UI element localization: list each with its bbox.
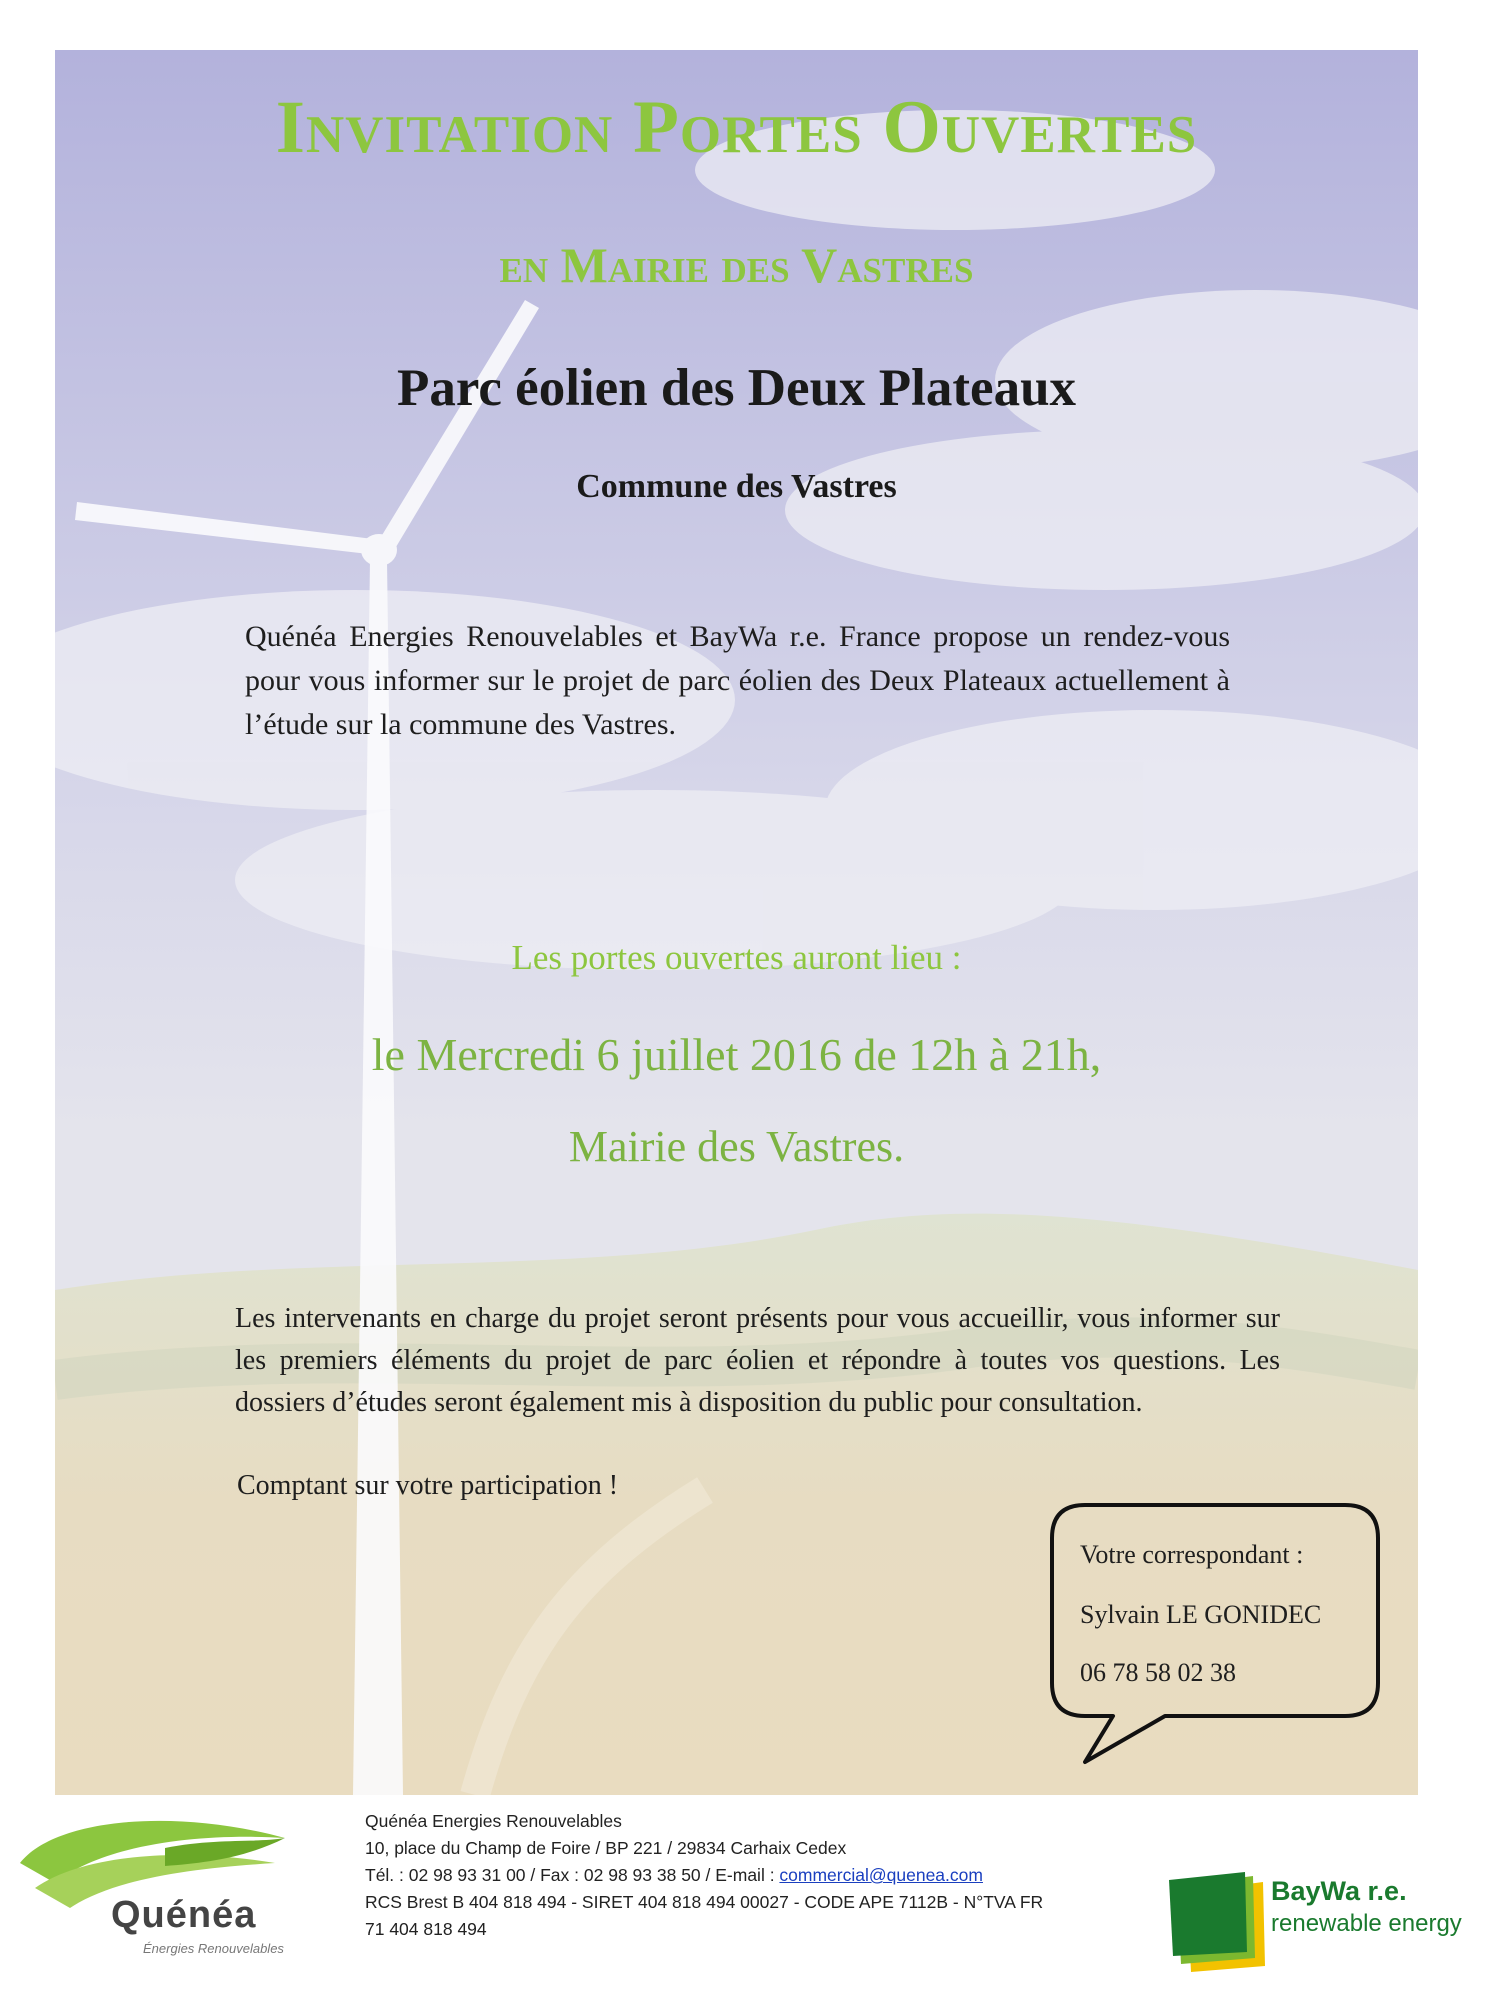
baywa-logo	[1165, 1870, 1475, 1980]
contact-speech-bubble	[1045, 1500, 1385, 1770]
contact-name: Sylvain LE GONIDEC	[1080, 1600, 1322, 1629]
event-date: le Mercredi 6 juillet 2016 de 12h à 21h,	[371, 1029, 1102, 1080]
quenea-logo	[15, 1808, 295, 1968]
baywa-tagline: renewable energy	[1271, 1910, 1462, 1937]
invitation-title: Invitation Portes Ouvertes	[275, 86, 1198, 169]
invitation-subtitle: en Mairie des Vastres	[499, 237, 974, 293]
event-place: Mairie des Vastres.	[568, 1122, 905, 1171]
contact-phone: 06 78 58 02 38	[1080, 1658, 1236, 1687]
quenea-tagline: Énergies Renouvelables	[143, 1941, 284, 1956]
quenea-wordmark: Quénéa	[111, 1894, 257, 1936]
contact-label: Votre correspondant :	[1080, 1540, 1304, 1569]
baywa-squares-icon	[1165, 1870, 1275, 1980]
intro-paragraph: Quénéa Energies Renouvelables et BayWa r.e. France propose un rendez-vous pour vous informer sur le projet de parc éolien des Deux Plateaux actuellement à l’étude sur la commune des Vastres.	[245, 620, 1230, 741]
email-link[interactable]: commercial@quenea.com	[779, 1865, 983, 1885]
invitation-poster	[55, 50, 1418, 1795]
details-paragraph: Les intervenants en charge du projet seront présents pour vous accueillir, vous informer sur les premiers éléments du projet de parc éolien et répondre à toutes vos questions. Les dossiers d’études seront également mis à disposition du public pour consultation.	[235, 1303, 1280, 1418]
footer-company-name: Quénéa Energies Renouvelables	[365, 1811, 622, 1831]
commune-name: Commune des Vastres	[576, 468, 897, 505]
baywa-wordmark: BayWa r.e.	[1271, 1876, 1407, 1906]
closing-line: Comptant sur votre participation !	[237, 1470, 619, 1501]
project-name: Parc éolien des Deux Plateaux	[396, 359, 1077, 417]
footer-address: 10, place du Champ de Foire / BP 221 / 29834 Carhaix Cedex	[365, 1838, 847, 1858]
footer-legal-line: RCS Brest B 404 818 494 - SIRET 404 818 494 00027 - CODE APE 7112B - N°TVA FR	[365, 1892, 1044, 1912]
footer-legal-line-2: 71 404 818 494	[365, 1919, 487, 1939]
event-lead-text: Les portes ouvertes auront lieu :	[511, 938, 962, 977]
footer-phone-fax: Tél. : 02 98 93 31 00 / Fax : 02 98 93 38 50 / E-mail :	[365, 1865, 780, 1885]
footer-company-info	[365, 1808, 1135, 1943]
footer-contact-line	[365, 1862, 1135, 1889]
